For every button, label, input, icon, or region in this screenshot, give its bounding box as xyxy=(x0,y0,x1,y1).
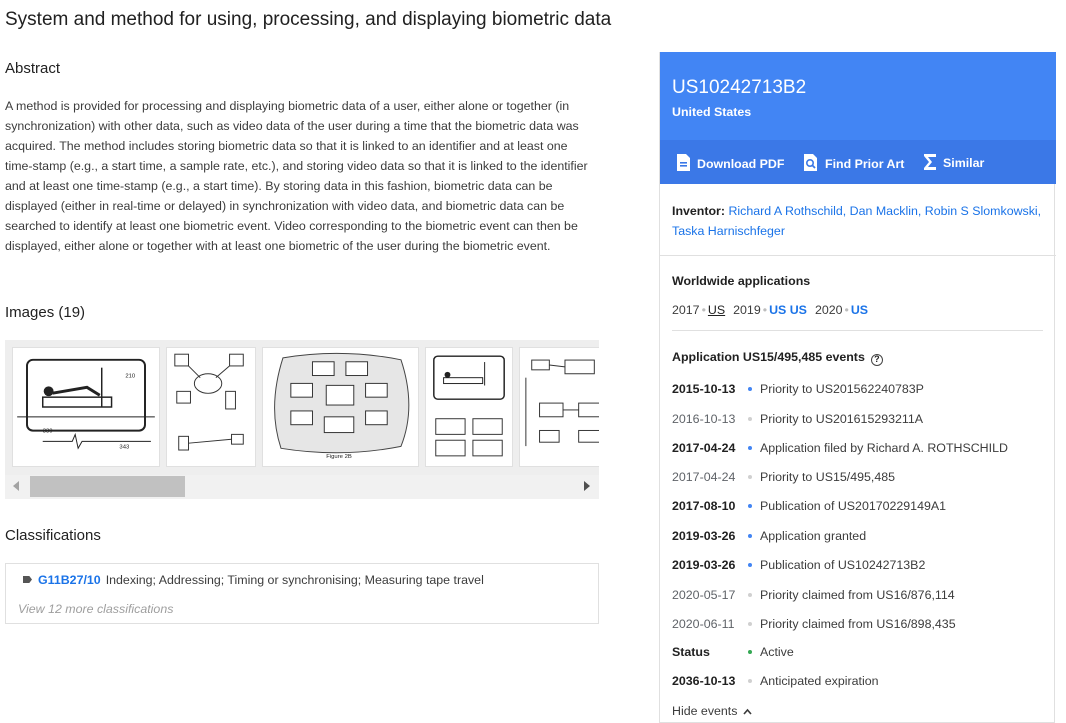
classification-code-link[interactable]: G11B27/10 xyxy=(38,573,101,587)
event-text: Application filed by Richard A. ROTHSCHILD xyxy=(760,441,1008,455)
tag-icon xyxy=(23,576,32,583)
classification-description: Indexing; Addressing; Timing or synchronising; Measuring tape travel xyxy=(105,573,484,587)
find-prior-art-button[interactable] xyxy=(803,153,904,175)
event-date: Status xyxy=(672,645,710,659)
event-date: 2020-06-11 xyxy=(672,617,735,631)
event-row xyxy=(672,645,794,659)
image-gallery xyxy=(5,340,599,499)
event-dot-icon xyxy=(748,534,752,538)
chevron-up-icon xyxy=(743,708,752,715)
similar-button[interactable] xyxy=(923,153,984,174)
year-2017: 2017 xyxy=(672,303,700,317)
event-row xyxy=(672,412,923,426)
event-date: 2020-05-17 xyxy=(672,588,736,602)
inventor-block xyxy=(672,201,1047,241)
scroll-right-icon[interactable] xyxy=(584,481,590,491)
event-text: Publication of US20170229149A1 xyxy=(760,499,947,513)
event-text: Priority to US201615293211A xyxy=(760,412,924,426)
patent-country: United States xyxy=(672,105,752,119)
inventor-label: Inventor: xyxy=(672,204,726,218)
classifications-heading: Classifications xyxy=(5,527,101,544)
events-title-text: Application US15/495,485 events xyxy=(672,350,865,364)
event-date: 2017-04-24 xyxy=(672,441,736,455)
abstract-text: A method is provided for processing and displaying biometric data of a user, either alone or together (in synchronization) with other data, such as video data of the user during a time that the biometric data was acquired. The method includes storing biometric data so that it is linked to an identifier and at least one time-stamp (e.g., a start time, a sample rate, etc.), and storing video data so that it is linked to the identifier and at least one time-stamp (e.g., a start time). By storing data in this fashion, biometric data can be displayed (either in real-time or delayed) in synchronization with video data, and biometric data can be searched to identify at least one biometric event. Video corresponding to the biometric event can then be displayed, either alone or together with at least one biometric of the user during the biometric event. xyxy=(5,99,588,253)
event-text: Anticipated expiration xyxy=(760,674,879,688)
event-dot-icon xyxy=(748,387,752,391)
sigma-icon xyxy=(923,153,937,174)
images-heading: Images (19) xyxy=(5,304,86,321)
svg-text:210: 210 xyxy=(125,373,136,380)
event-text: Priority claimed from US16/876,114 xyxy=(760,588,955,602)
question-circle-icon[interactable]: ? xyxy=(871,354,883,366)
event-text: Active xyxy=(760,645,794,659)
gallery-scroll-thumb[interactable] xyxy=(30,476,185,497)
patent-sidebar xyxy=(659,52,1055,723)
inventor-names-link[interactable]: Richard A Rothschild, Dan Macklin, Robin S Slomkowski, Taska Harnischfeger xyxy=(672,204,1042,238)
event-date: 2036-10-13 xyxy=(672,674,736,688)
event-dot-icon xyxy=(748,417,752,421)
svg-text:Figure 2B: Figure 2B xyxy=(326,454,352,461)
abstract-heading: Abstract xyxy=(5,60,61,77)
event-date: 2019-03-26 xyxy=(672,558,736,572)
hide-events-button[interactable] xyxy=(672,704,752,718)
event-text: Application granted xyxy=(760,529,867,543)
worldwide-applications-row: 2017 • US 2019 • US US 2020 • US xyxy=(672,303,869,317)
event-row xyxy=(672,441,1008,455)
year-2020: 2020 xyxy=(814,303,843,317)
find-prior-art-label: Find Prior Art xyxy=(825,157,905,171)
worldwide-applications-title: Worldwide applications xyxy=(672,274,811,288)
events-title xyxy=(672,350,883,366)
event-row xyxy=(672,470,895,484)
event-dot-icon xyxy=(748,593,752,597)
scroll-left-icon[interactable] xyxy=(13,481,19,491)
event-text: Priority to US15/495,485 xyxy=(760,470,895,484)
image-thumb[interactable] xyxy=(425,347,513,467)
divider xyxy=(672,330,1043,331)
event-date: 2017-08-10 xyxy=(672,499,736,513)
pdf-file-icon xyxy=(676,153,691,175)
event-row xyxy=(672,588,955,602)
view-more-classifications-link[interactable]: View 12 more classifications xyxy=(18,602,174,616)
event-dot-icon xyxy=(748,622,752,626)
event-date: 2019-03-26 xyxy=(672,529,736,543)
event-text: Publication of US10242713B2 xyxy=(760,558,926,572)
patent-title: System and method for using, processing, and displaying biometric data xyxy=(5,9,612,30)
event-dot-icon xyxy=(748,679,752,683)
event-text: Priority claimed from US16/898,435 xyxy=(760,617,956,631)
event-row xyxy=(672,382,924,396)
similar-label: Similar xyxy=(943,156,985,170)
patent-header xyxy=(660,52,1056,140)
hide-events-label: Hide events xyxy=(672,704,738,718)
event-dot-icon xyxy=(748,650,752,654)
search-document-icon xyxy=(803,153,819,175)
classifications-box xyxy=(5,563,599,624)
image-thumb[interactable] xyxy=(12,347,160,467)
event-dot-icon xyxy=(748,475,752,479)
download-pdf-button[interactable] xyxy=(676,153,784,175)
worldwide-us-2019-links[interactable]: US US xyxy=(769,303,807,317)
image-thumb[interactable] xyxy=(519,347,599,467)
divider xyxy=(660,255,1056,256)
worldwide-us-current[interactable]: US xyxy=(707,303,726,317)
svg-text:343: 343 xyxy=(119,444,130,451)
image-thumb[interactable] xyxy=(262,347,419,467)
image-thumb[interactable] xyxy=(166,347,256,467)
worldwide-us-2020-link[interactable]: US xyxy=(850,303,869,317)
event-dot-icon xyxy=(748,563,752,567)
event-row xyxy=(672,617,956,631)
event-dot-icon xyxy=(748,446,752,450)
year-2019: 2019 xyxy=(733,303,761,317)
svg-text:330: 330 xyxy=(42,428,53,435)
event-date: 2015-10-13 xyxy=(672,382,736,396)
patent-number: US10242713B2 xyxy=(672,77,807,98)
event-date: 2017-04-24 xyxy=(672,470,736,484)
event-date: 2016-10-13 xyxy=(672,412,736,426)
event-row xyxy=(672,674,878,688)
event-text: Priority to US201562240783P xyxy=(760,382,924,396)
download-pdf-label: Download PDF xyxy=(697,157,785,171)
patent-toolbar xyxy=(660,140,1056,184)
event-dot-icon xyxy=(748,504,752,508)
event-row xyxy=(672,558,925,572)
event-row xyxy=(672,499,946,513)
classification-row xyxy=(23,573,484,587)
event-row xyxy=(672,529,866,543)
